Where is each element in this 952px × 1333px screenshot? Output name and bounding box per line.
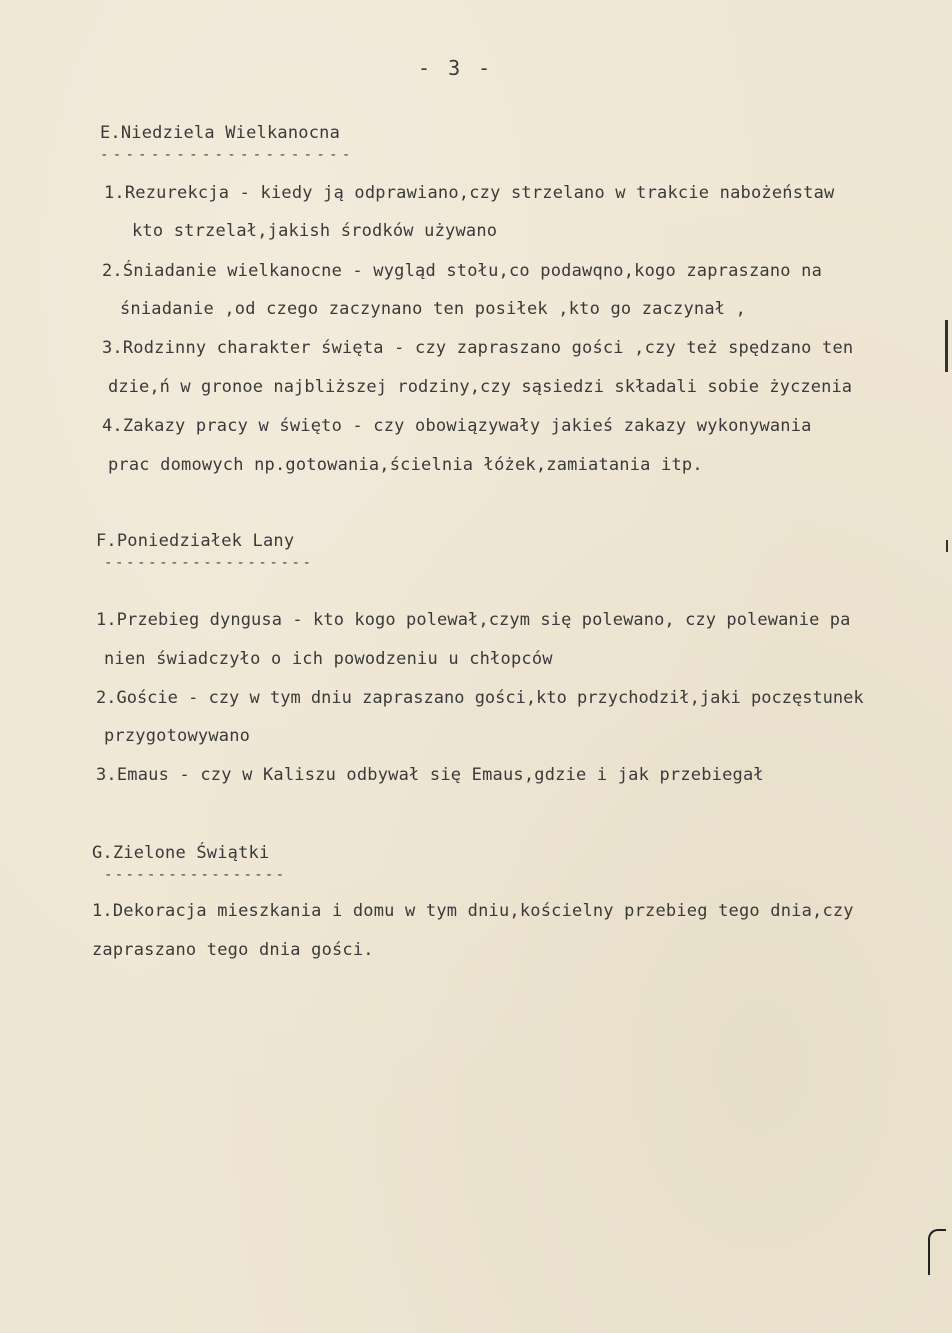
section-g-item-1-cont: zapraszano tego dnia gości. — [92, 940, 374, 960]
section-e-item-1-cont: kto strzelał,jakish środków używano — [132, 221, 498, 241]
section-f-item-2-cont: przygotowywano — [104, 726, 251, 746]
section-f-item-3: 3.Emaus - czy w Kaliszu odbywał się Emaus,gdzie i jak przebiegał — [96, 765, 764, 785]
section-underline-e: -------------------- — [100, 147, 355, 163]
scan-edge-mark — [945, 320, 948, 372]
section-e-item-3: 3.Rodzinny charakter święta - czy zapraszano gości ,czy też spędzano ten — [102, 338, 854, 358]
section-underline-f: ------------------- — [104, 555, 314, 571]
section-f-item-2: 2.Goście - czy w tym dniu zapraszano gości,kto przychodził,jaki poczęstunek — [96, 688, 864, 708]
section-g-item-1: 1.Dekoracja mieszkania i domu w tym dniu,kościelny przebieg tego dnia,czy — [92, 901, 854, 921]
section-e-item-4: 4.Zakazy pracy w święto - czy obowiązywały jakieś zakazy wykonywania — [102, 416, 812, 436]
section-f-item-1: 1.Przebieg dyngusa - kto kogo polewał,czym się polewano, czy polewanie pa — [96, 610, 851, 630]
section-e-item-2-cont: śniadanie ,od czego zaczynano ten posiłek ,kto go zaczynał , — [120, 299, 747, 319]
section-e-item-1: 1.Rezurekcja - kiedy ją odprawiano,czy strzelano w trakcie nabożeństaw — [104, 183, 835, 203]
scan-edge-mark — [946, 540, 948, 552]
scan-corner-mark — [928, 1229, 946, 1275]
page-number: - 3 - — [418, 56, 494, 80]
section-heading-e: E.Niedziela Wielkanocna — [100, 123, 341, 143]
section-heading-g: G.Zielone Świątki — [92, 843, 270, 863]
section-e-item-4-cont: prac domowych np.gotowania,ścielnia łóżek,zamiatania itp. — [108, 455, 703, 475]
section-heading-f: F.Poniedziałek Lany — [96, 531, 295, 551]
section-f-item-1-cont: nien świadczyło o ich powodzeniu u chłopców — [104, 649, 553, 669]
section-e-item-2: 2.Śniadanie wielkanocne - wygląd stołu,co podawqno,kogo zapraszano na — [102, 261, 823, 281]
section-e-item-3-cont: dzie,ń w gronoe najbliższej rodziny,czy sąsiedzi składali sobie życzenia — [108, 377, 853, 397]
section-underline-g: ----------------- — [104, 867, 287, 883]
